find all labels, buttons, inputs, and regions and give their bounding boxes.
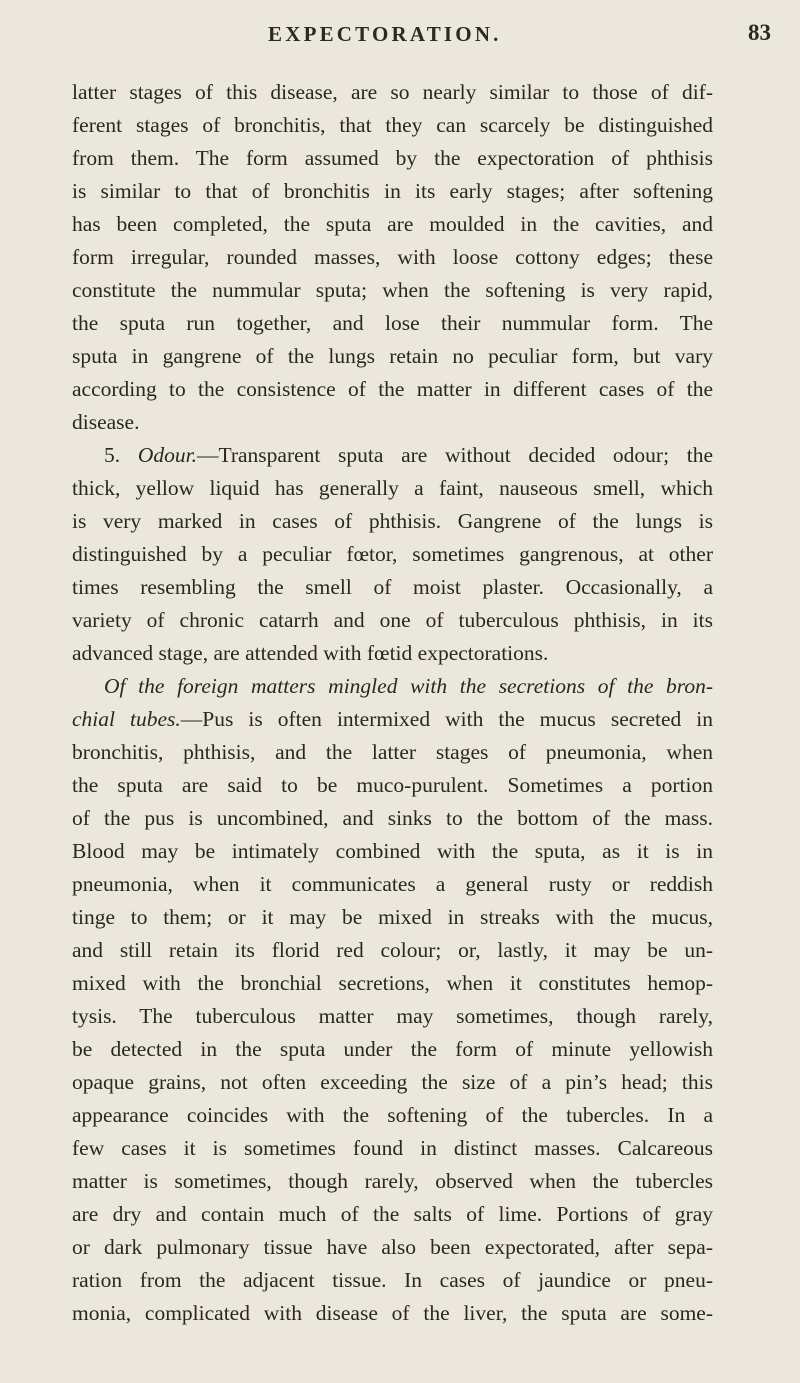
paragraph-sputa-form <box>72 76 713 439</box>
paragraph-foreign-matters <box>72 670 713 1330</box>
text-line: ration from the adjacent tissue. In cases of jaundice or pneu- <box>72 1268 713 1292</box>
text-line: monia, complicated with disease of the liver, the sputa are some- <box>72 1301 713 1325</box>
text-run: —Transparent sputa are without decided odour; the <box>196 443 714 467</box>
text-line: mixed with the bronchial secretions, when it constitutes hemop- <box>72 971 713 995</box>
text-line: times resembling the smell of moist plaster. Occasionally, a <box>72 575 713 599</box>
text-line: from them. The form assumed by the expectoration of phthisis <box>72 146 713 170</box>
text-line: be detected in the sputa under the form of minute yellowish <box>72 1037 713 1061</box>
text-line: the sputa run together, and lose their nummular form. The <box>72 311 713 335</box>
section-heading: Odour. <box>137 443 197 467</box>
text-line: according to the consistence of the matter in different cases of the <box>72 377 713 401</box>
text-line: and still retain its florid red colour; or, lastly, it may be un- <box>72 938 713 962</box>
section-number: 5. <box>104 443 121 467</box>
text-run: —Pus is often intermixed with the mucus secreted in <box>180 707 713 731</box>
text-line: matter is sometimes, though rarely, observed when the tubercles <box>72 1169 713 1193</box>
text-line: opaque grains, not often exceeding the size of a pin’s head; this <box>72 1070 713 1094</box>
text-line: or dark pulmonary tissue have also been expectorated, after sepa- <box>72 1235 713 1259</box>
text-line: bronchitis, phthisis, and the latter stages of pneumonia, when <box>72 740 713 764</box>
text-line: tysis. The tuberculous matter may sometimes, though rarely, <box>72 1004 713 1028</box>
text-line: has been completed, the sputa are moulded in the cavities, and <box>72 212 713 236</box>
text-line: variety of chronic catarrh and one of tuberculous phthisis, in its <box>72 608 713 632</box>
text-line: is very marked in cases of phthisis. Gangrene of the lungs is <box>72 509 713 533</box>
text-line: sputa in gangrene of the lungs retain no peculiar form, but vary <box>72 344 713 368</box>
section-heading-continued: chial tubes. <box>72 707 181 731</box>
text-line: form irregular, rounded masses, with loose cottony edges; these <box>72 245 713 269</box>
text-line: ferent stages of bronchitis, that they can scarcely be distinguished <box>72 113 713 137</box>
text-line: Blood may be intimately combined with the sputa, as it is in <box>72 839 713 863</box>
text-line: of the pus is uncombined, and sinks to the bottom of the mass. <box>72 806 713 830</box>
section-heading: Of the foreign matters mingled with the secretions of the bron- <box>104 674 713 698</box>
section-heading-line <box>72 670 713 703</box>
text-line: disease. <box>72 410 140 434</box>
text-line: distinguished by a peculiar fœtor, sometimes gangrenous, at other <box>72 542 713 566</box>
text-line: appearance coincides with the softening of the tubercles. In a <box>72 1103 713 1127</box>
text-line: few cases it is sometimes found in distinct masses. Calcareous <box>72 1136 713 1160</box>
section-heading-line <box>72 439 713 472</box>
section-heading-line <box>72 703 713 736</box>
running-title: EXPECTORATION. <box>268 22 502 46</box>
text-line: the sputa are said to be muco-purulent. Sometimes a portion <box>72 773 713 797</box>
text-line: thick, yellow liquid has generally a faint, nauseous smell, which <box>72 476 713 500</box>
text-line: tinge to them; or it may be mixed in streaks with the mucus, <box>72 905 713 929</box>
text-line: advanced stage, are attended with fœtid expectorations. <box>72 641 549 665</box>
paragraph-odour <box>72 439 713 670</box>
running-head <box>72 0 771 70</box>
text-line: is similar to that of bronchitis in its early stages; after softening <box>72 179 713 203</box>
text-line: constitute the nummular sputa; when the softening is very rapid, <box>72 278 713 302</box>
page-number: 83 <box>748 20 771 45</box>
text-line: latter stages of this disease, are so nearly similar to those of dif- <box>72 80 713 104</box>
text-line: are dry and contain much of the salts of lime. Portions of gray <box>72 1202 713 1226</box>
text-line: pneumonia, when it communicates a general rusty or reddish <box>72 872 713 896</box>
